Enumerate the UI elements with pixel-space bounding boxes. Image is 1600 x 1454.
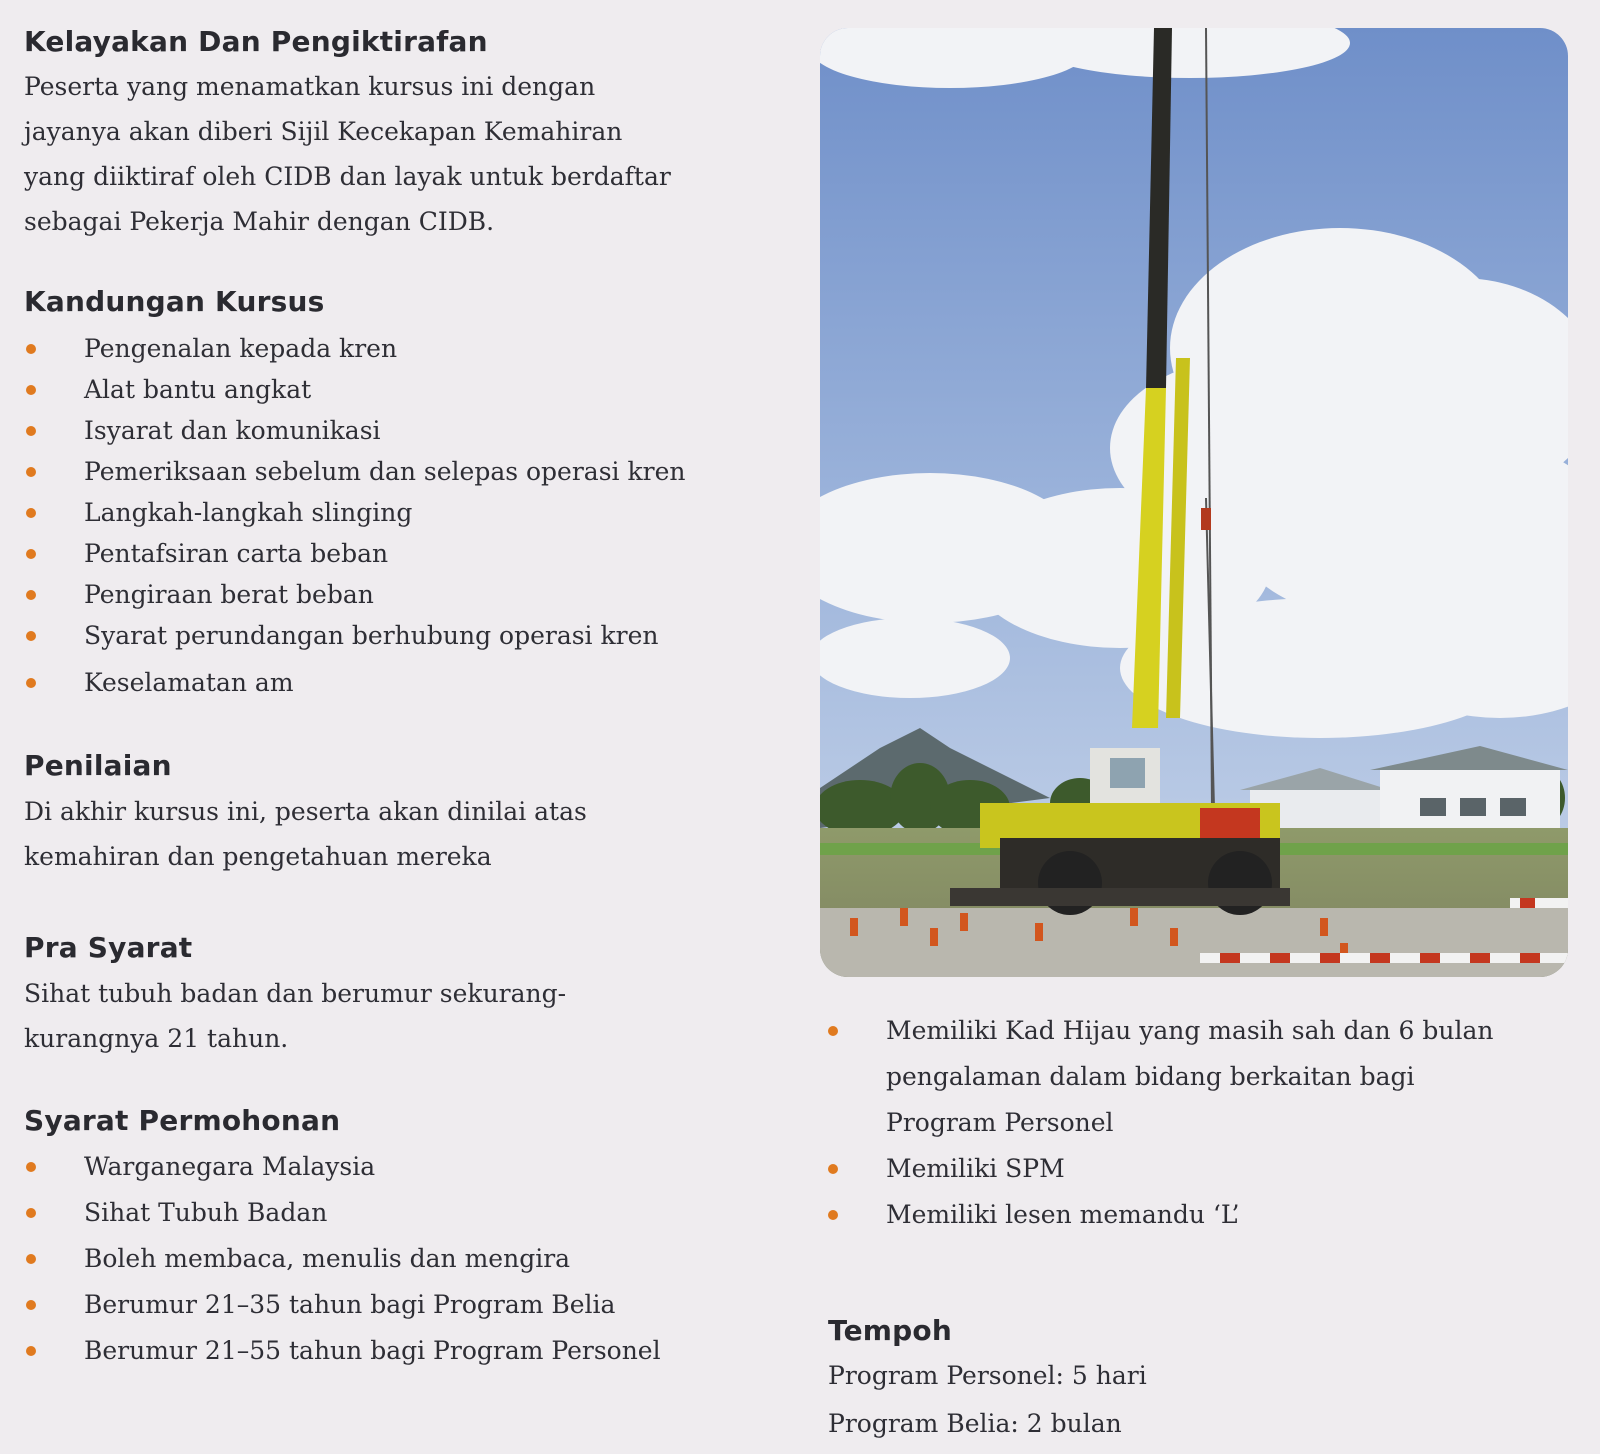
tempoh-paragraph: [828, 1352, 1147, 1448]
list-item: [24, 451, 685, 492]
tempoh-line: Program Personel: 5 hari: [828, 1361, 1147, 1390]
list-item-text: Alat bantu angkat: [84, 375, 312, 404]
list-item: [24, 492, 685, 533]
pra-syarat-line: kurangnya 21 tahun.: [24, 1024, 289, 1053]
list-item-text: Keselamatan am: [84, 668, 294, 697]
list-item-text: Program Personel: [886, 1108, 1114, 1137]
bullet-icon: [26, 590, 36, 600]
pra-syarat-paragraph: [24, 971, 566, 1061]
list-item-text: Syarat perundangan berhubung operasi kren: [84, 621, 659, 650]
requirements-list: [24, 1144, 661, 1374]
bullet-icon: [26, 549, 36, 559]
section-title-tempoh: Tempoh: [828, 1314, 952, 1347]
section-title-penilaian: Penilaian: [24, 749, 172, 782]
bullet-icon: [26, 1208, 36, 1218]
list-item-text: Boleh membaca, menulis dan mengira: [84, 1244, 571, 1273]
bullet-icon: [26, 1254, 36, 1264]
list-item-text: Pentafsiran carta beban: [84, 539, 389, 568]
bullet-icon: [828, 1026, 838, 1036]
penilaian-line: Di akhir kursus ini, peserta akan dinilai atas: [24, 797, 587, 826]
list-item: [24, 533, 685, 574]
section-title-kandungan: Kandungan Kursus: [24, 285, 325, 318]
bullet-icon: [828, 1164, 838, 1174]
bullet-icon: [26, 426, 36, 436]
list-item: [24, 1236, 661, 1282]
bullet-icon: [26, 1300, 36, 1310]
list-item: [24, 1328, 661, 1374]
kelayakan-line: jayanya akan diberi Sijil Kecekapan Kemahiran: [24, 117, 623, 146]
list-item: [826, 1192, 1493, 1238]
penilaian-paragraph: [24, 789, 587, 879]
bullet-icon: [26, 385, 36, 395]
list-item: [24, 369, 685, 410]
tempoh-line: Program Belia: 2 bulan: [828, 1409, 1122, 1438]
bullet-icon: [26, 678, 36, 688]
list-item-text: Pengiraan berat beban: [84, 580, 374, 609]
list-item: [826, 1008, 1493, 1146]
list-item-text: Memiliki lesen memandu ‘L’: [886, 1200, 1240, 1229]
section-title-pra-syarat: Pra Syarat: [24, 931, 193, 964]
penilaian-line: kemahiran dan pengetahuan mereka: [24, 842, 492, 871]
pra-syarat-line: Sihat tubuh badan dan berumur sekurang-: [24, 979, 567, 1008]
list-item-text: Pengenalan kepada kren: [84, 334, 398, 363]
crane-photo: [820, 28, 1568, 977]
section-title-syarat-permohonan: Syarat Permohonan: [24, 1104, 341, 1137]
bullet-icon: [26, 467, 36, 477]
bullet-icon: [26, 344, 36, 354]
bullet-icon: [26, 631, 36, 641]
list-item-text: Langkah-langkah slinging: [84, 498, 413, 527]
bullet-icon: [26, 1346, 36, 1356]
list-item: [24, 1144, 661, 1190]
list-item-text: Berumur 21–55 tahun bagi Program Personel: [84, 1336, 661, 1365]
list-item: [24, 410, 685, 451]
kelayakan-paragraph: [24, 64, 671, 244]
list-item-text: Pemeriksaan sebelum dan selepas operasi kren: [84, 457, 686, 486]
list-item-text: Memiliki Kad Hijau yang masih sah dan 6 bulan: [886, 1016, 1494, 1045]
requirements-list-continued: [826, 1008, 1493, 1238]
list-item-text: Sihat Tubuh Badan: [84, 1198, 328, 1227]
bullet-icon: [26, 1162, 36, 1172]
bullet-icon: [828, 1210, 838, 1220]
kelayakan-line: sebagai Pekerja Mahir dengan CIDB.: [24, 207, 495, 236]
list-item: [24, 615, 685, 656]
section-title-kelayakan: Kelayakan Dan Pengiktirafan: [24, 25, 488, 58]
list-item-text: Berumur 21–35 tahun bagi Program Belia: [84, 1290, 616, 1319]
list-item: [24, 328, 685, 369]
crane-illustration: [820, 28, 1568, 977]
list-item-text: Memiliki SPM: [886, 1154, 1065, 1183]
list-item-text: pengalaman dalam bidang berkaitan bagi: [886, 1062, 1415, 1091]
list-item: [24, 1190, 661, 1236]
list-item: [24, 574, 685, 615]
list-item-text: Warganegara Malaysia: [84, 1152, 376, 1181]
course-content-list: [24, 328, 685, 703]
kelayakan-line: yang diiktiraf oleh CIDB dan layak untuk berdaftar: [24, 162, 671, 191]
list-item: [24, 1282, 661, 1328]
list-item: [24, 662, 685, 703]
bullet-icon: [26, 508, 36, 518]
list-item-text: Isyarat dan komunikasi: [84, 416, 381, 445]
list-item: [826, 1146, 1493, 1192]
kelayakan-line: Peserta yang menamatkan kursus ini dengan: [24, 72, 596, 101]
